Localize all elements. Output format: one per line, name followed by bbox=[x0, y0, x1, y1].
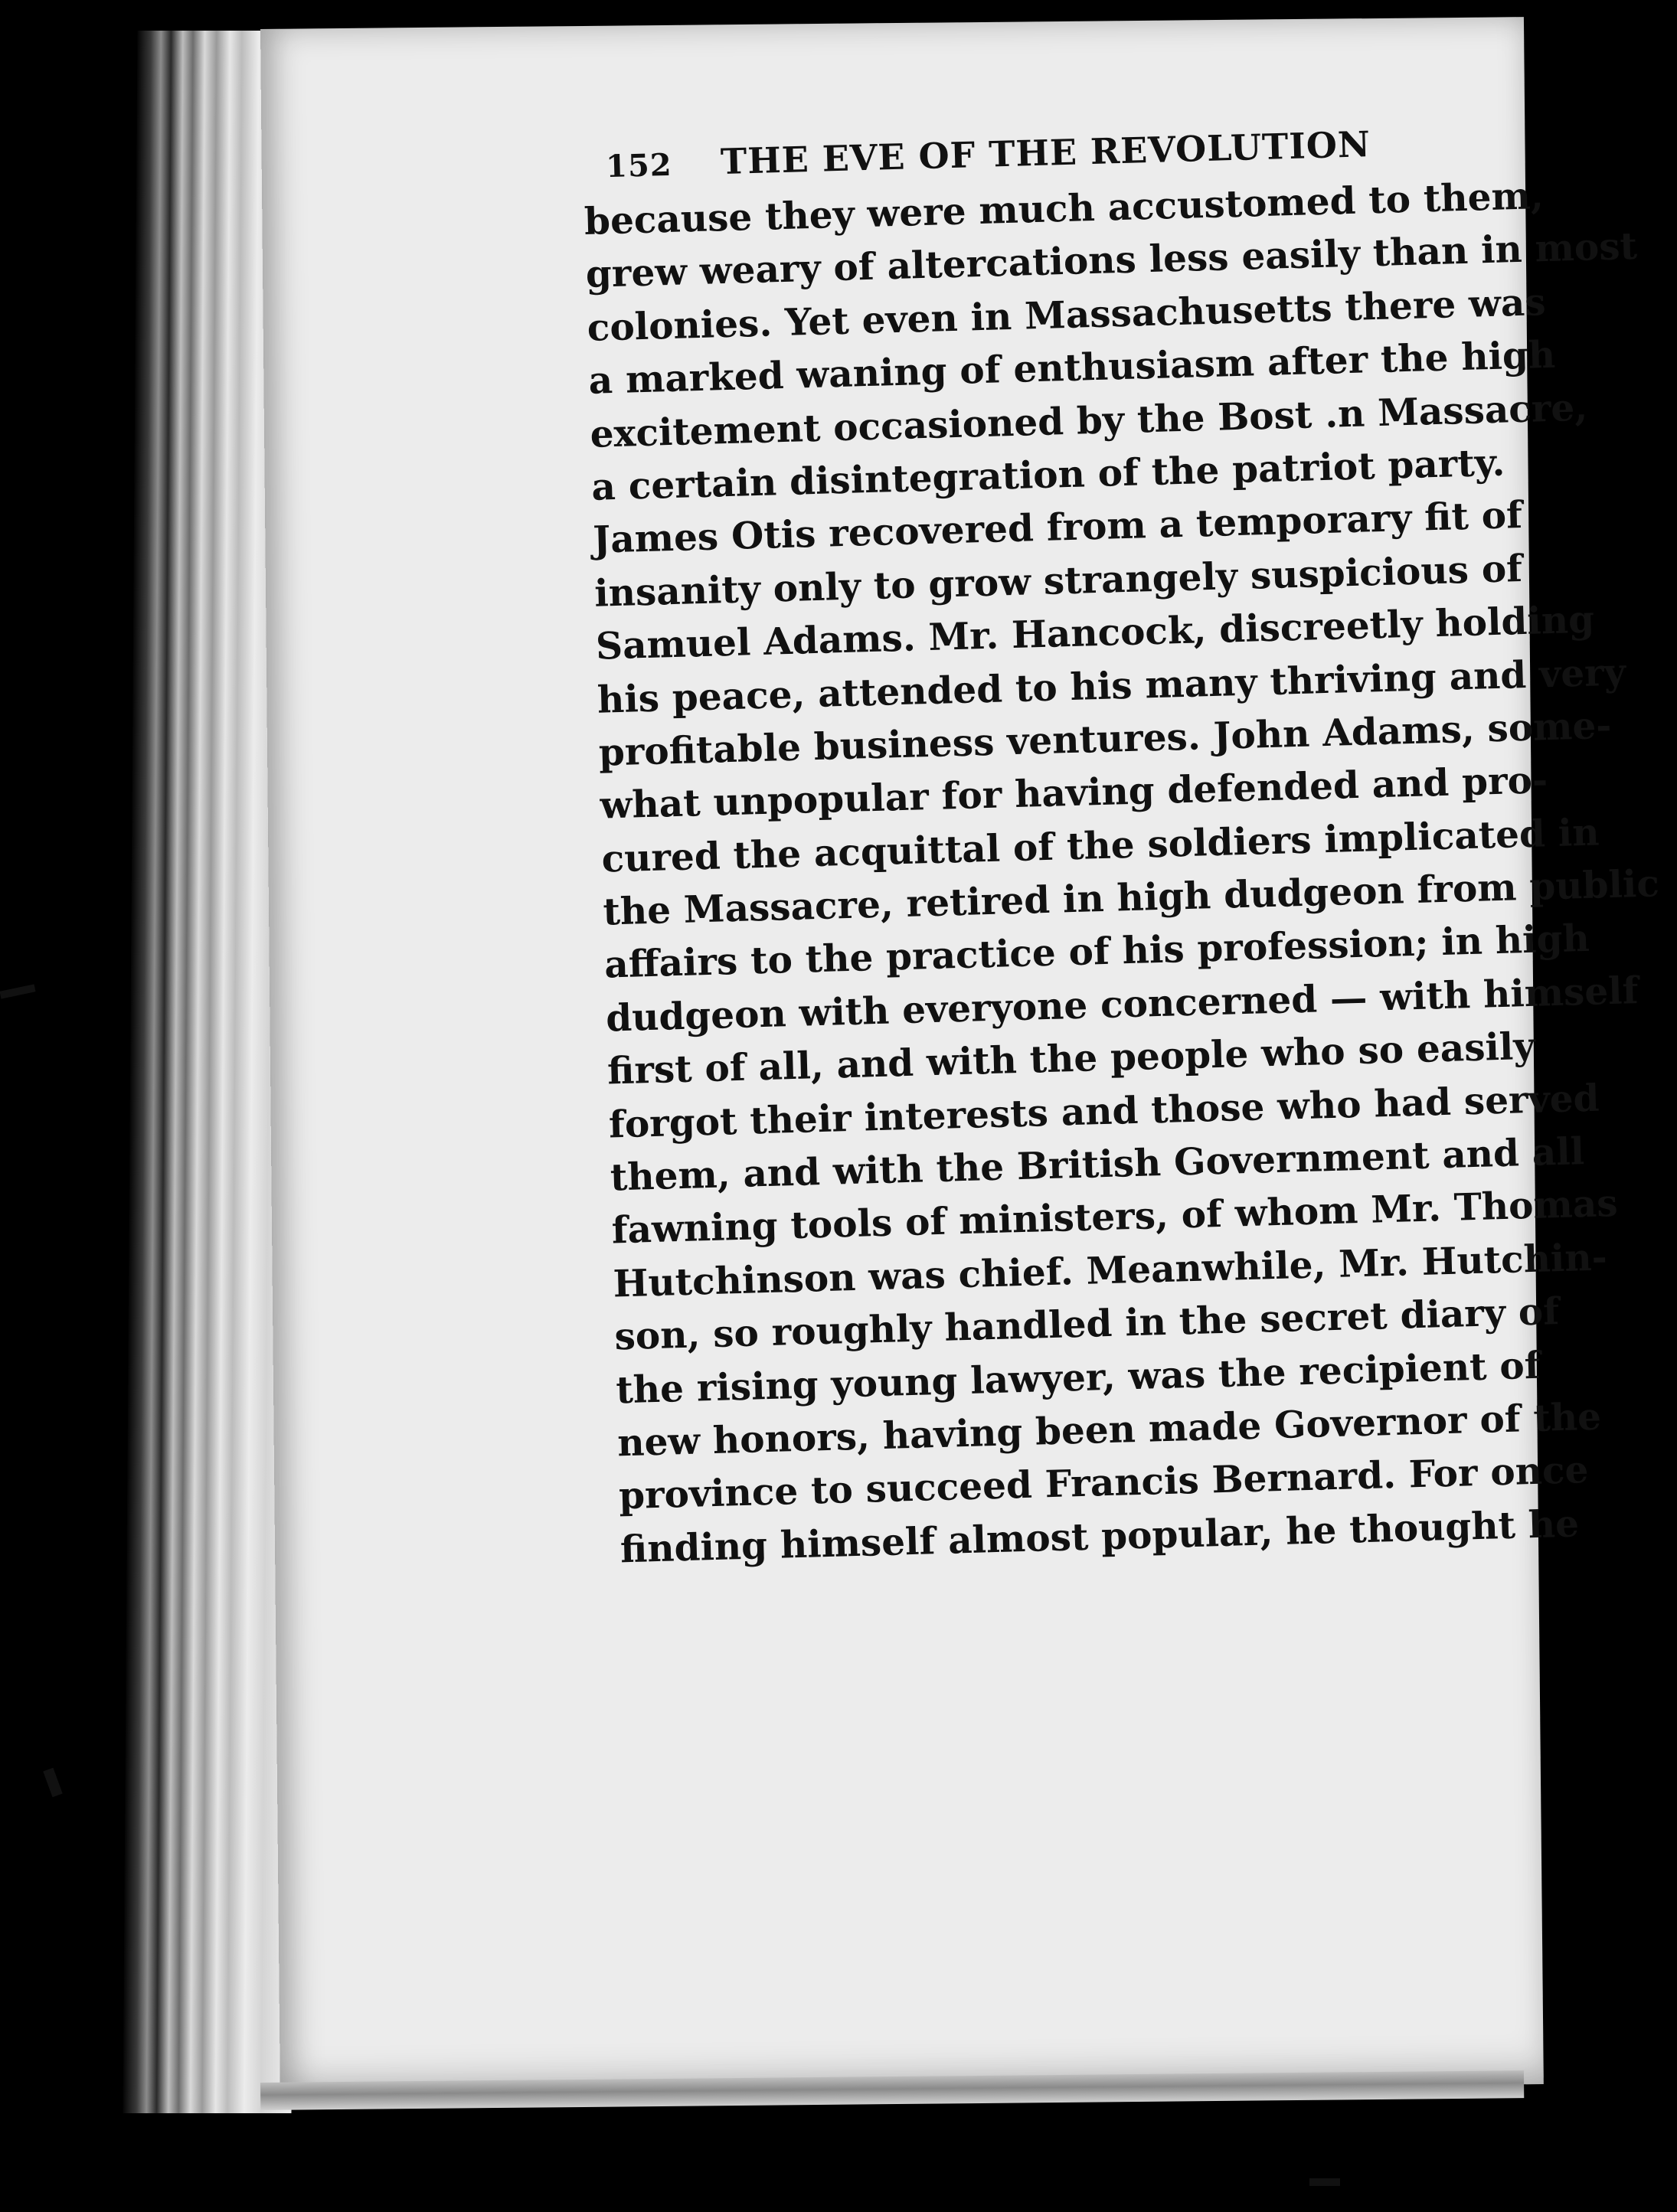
text-line: new honors, having been made Governor of the bbox=[616, 1394, 1602, 1465]
running-title: THE EVE OF THE REVOLUTION bbox=[720, 123, 1371, 183]
margin-mark bbox=[0, 984, 36, 998]
text-line: James Otis recovered from a temporary fit of bbox=[592, 493, 1523, 563]
margin-mark bbox=[1309, 2178, 1340, 2186]
text-line: profitable business ventures. John Adams, some- bbox=[598, 703, 1613, 775]
text-line: son, so roughly handled in the secret diary of bbox=[613, 1289, 1560, 1359]
text-line: forgot their interests and those who had served bbox=[608, 1076, 1600, 1147]
text-line: a marked waning of enthusiasm after the high bbox=[587, 332, 1556, 404]
text-block bbox=[582, 110, 1660, 1576]
text-line: Hutchinson was chief. Meanwhile, Mr. Hutchin- bbox=[612, 1235, 1608, 1306]
text-line: because they were much accustomed to them, bbox=[584, 174, 1545, 243]
text-line: first of all, and with the people who so easily bbox=[606, 1024, 1536, 1093]
text-line: insanity only to grow strangely suspicious of bbox=[593, 546, 1523, 616]
text-line: Samuel Adams. Mr. Hancock, discreetly holding bbox=[595, 597, 1595, 668]
text-line: colonies. Yet even in Massachusetts there was bbox=[587, 279, 1547, 350]
text-line: grew weary of altercations less easily than in most bbox=[585, 224, 1638, 297]
text-line: the rising young lawyer, was the recipient of bbox=[615, 1343, 1541, 1412]
text-line: them, and with the British Government and all bbox=[610, 1129, 1585, 1200]
text-line: what unpopular for having defended and pro- bbox=[599, 758, 1548, 828]
text-line: his peace, attended to his many thriving and very bbox=[597, 649, 1626, 722]
text-line: fawning tools of ministers, of whom Mr. Thomas bbox=[610, 1181, 1619, 1253]
margin-mark bbox=[43, 1768, 62, 1798]
text-line: affairs to the practice of his profession; in high bbox=[603, 916, 1590, 988]
text-line: dudgeon with everyone concerned — with himself bbox=[605, 968, 1639, 1041]
text-line: a certain disintegration of the patriot party. bbox=[590, 440, 1505, 509]
text-line: cured the acquittal of the soldiers implicated in bbox=[600, 810, 1600, 881]
text-line: finding himself almost popular, he thought he bbox=[619, 1501, 1580, 1572]
text-line: province to succeed Francis Bernard. For once bbox=[618, 1448, 1590, 1518]
text-line: the Massacre, retired in high dudgeon from public bbox=[602, 861, 1660, 934]
body-text bbox=[584, 172, 1660, 1576]
page-number: 152 bbox=[605, 146, 673, 185]
text-line: excitement occasioned by the Bost .n Massacre, bbox=[589, 385, 1588, 456]
